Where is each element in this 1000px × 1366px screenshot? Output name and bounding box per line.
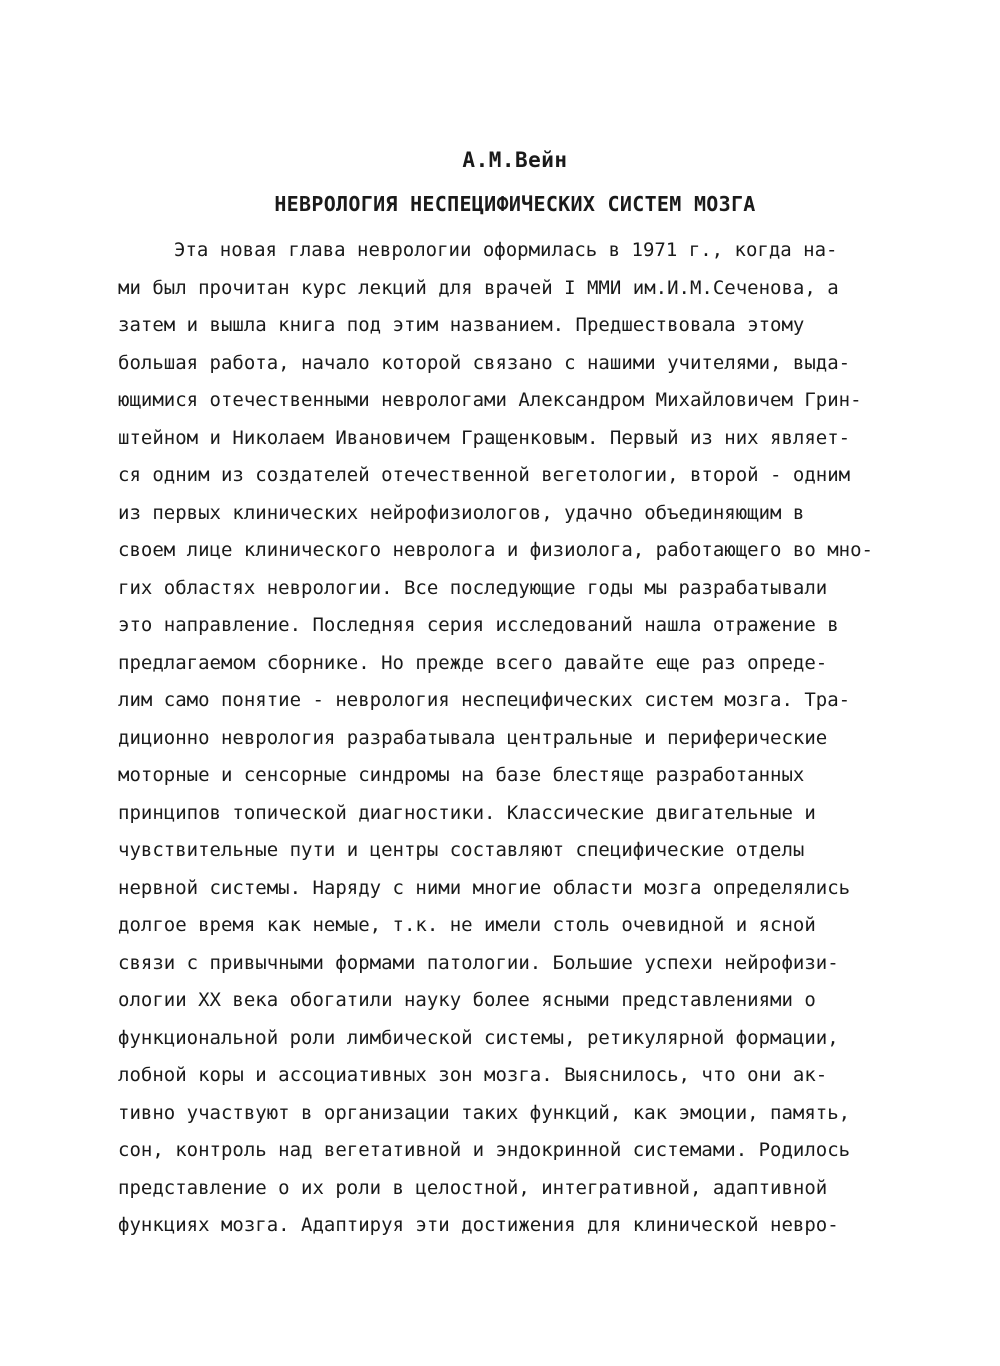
text-line: Эта новая глава неврологии оформилась в 1971 г., когда на-	[174, 239, 838, 261]
text-line: диционно неврология разрабатывала центральные и периферические	[118, 726, 828, 749]
text-line: ологии XX века обогатили науку более ясными представлениями о	[118, 989, 816, 1011]
document-title: НЕВРОЛОГИЯ НЕСПЕЦИФИЧЕСКИХ СИСТЕМ МОЗГА	[274, 192, 756, 216]
author-name: А.М.Вейн	[462, 148, 568, 172]
text-line: функциях мозга. Адаптируя эти достижения для клинической невро-	[118, 1214, 839, 1236]
text-line: принципов топической диагностики. Классические двигательные и	[118, 801, 816, 824]
text-line: лобной коры и ассоциативных зон мозга. Выяснилось, что они ак-	[118, 1064, 828, 1086]
text-line: гих областях неврологии. Все последующие годы мы разрабатывали	[118, 576, 828, 599]
text-line: долгое время как немые, т.к. не имели столь очевидной и ясной	[118, 914, 816, 936]
text-line: своем лице клинического невролога и физиолога, работающего во мно-	[118, 539, 873, 561]
text-line: моторные и сенсорные синдромы на базе блестяще разработанных	[118, 764, 805, 786]
text-line: ющимися отечественными неврологами Александром Михайловичем Грин-	[118, 389, 862, 411]
text-line: функциональной роли лимбической системы, ретикулярной формации,	[118, 1026, 839, 1049]
text-line: связи с привычными формами патологии. Большие успехи нейрофизи-	[118, 951, 839, 974]
text-line: чувствительные пути и центры составляют специфические отделы	[118, 839, 805, 861]
text-line: затем и вышла книга под этим названием. Предшествовала этому	[118, 314, 805, 336]
text-line: представление о их роли в целостной, интегративной, адаптивной	[118, 1176, 828, 1199]
text-line: ся одним из создателей отечественной вегетологии, второй - одним	[118, 464, 851, 486]
text-line: штейном и Николаем Ивановичем Гращенковым. Первый из них являет-	[118, 426, 851, 449]
text-line: нервной системы. Наряду с ними многие области мозга определялись	[118, 876, 851, 899]
text-line: из первых клинических нейрофизиологов, удачно объединяющим в	[118, 501, 805, 524]
body-text	[118, 232, 878, 1245]
text-line: это направление. Последняя серия исследований нашла отражение в	[118, 614, 839, 636]
text-line: лим само понятие - неврология неспецифических систем мозга. Тра-	[118, 689, 851, 711]
text-line: тивно участвуют в организации таких функций, как эмоции, память,	[118, 1101, 851, 1124]
text-line: сон, контроль над вегетативной и эндокринной системами. Родилось	[118, 1139, 851, 1161]
text-line: большая работа, начало которой связано с нашими учителями, выда-	[118, 351, 851, 374]
text-line: предлагаемом сборнике. Но прежде всего давайте еще раз опреде-	[118, 651, 828, 674]
text-line: ми был прочитан курс лекций для врачей I ММИ им.И.М.Сеченова, а	[118, 276, 839, 299]
